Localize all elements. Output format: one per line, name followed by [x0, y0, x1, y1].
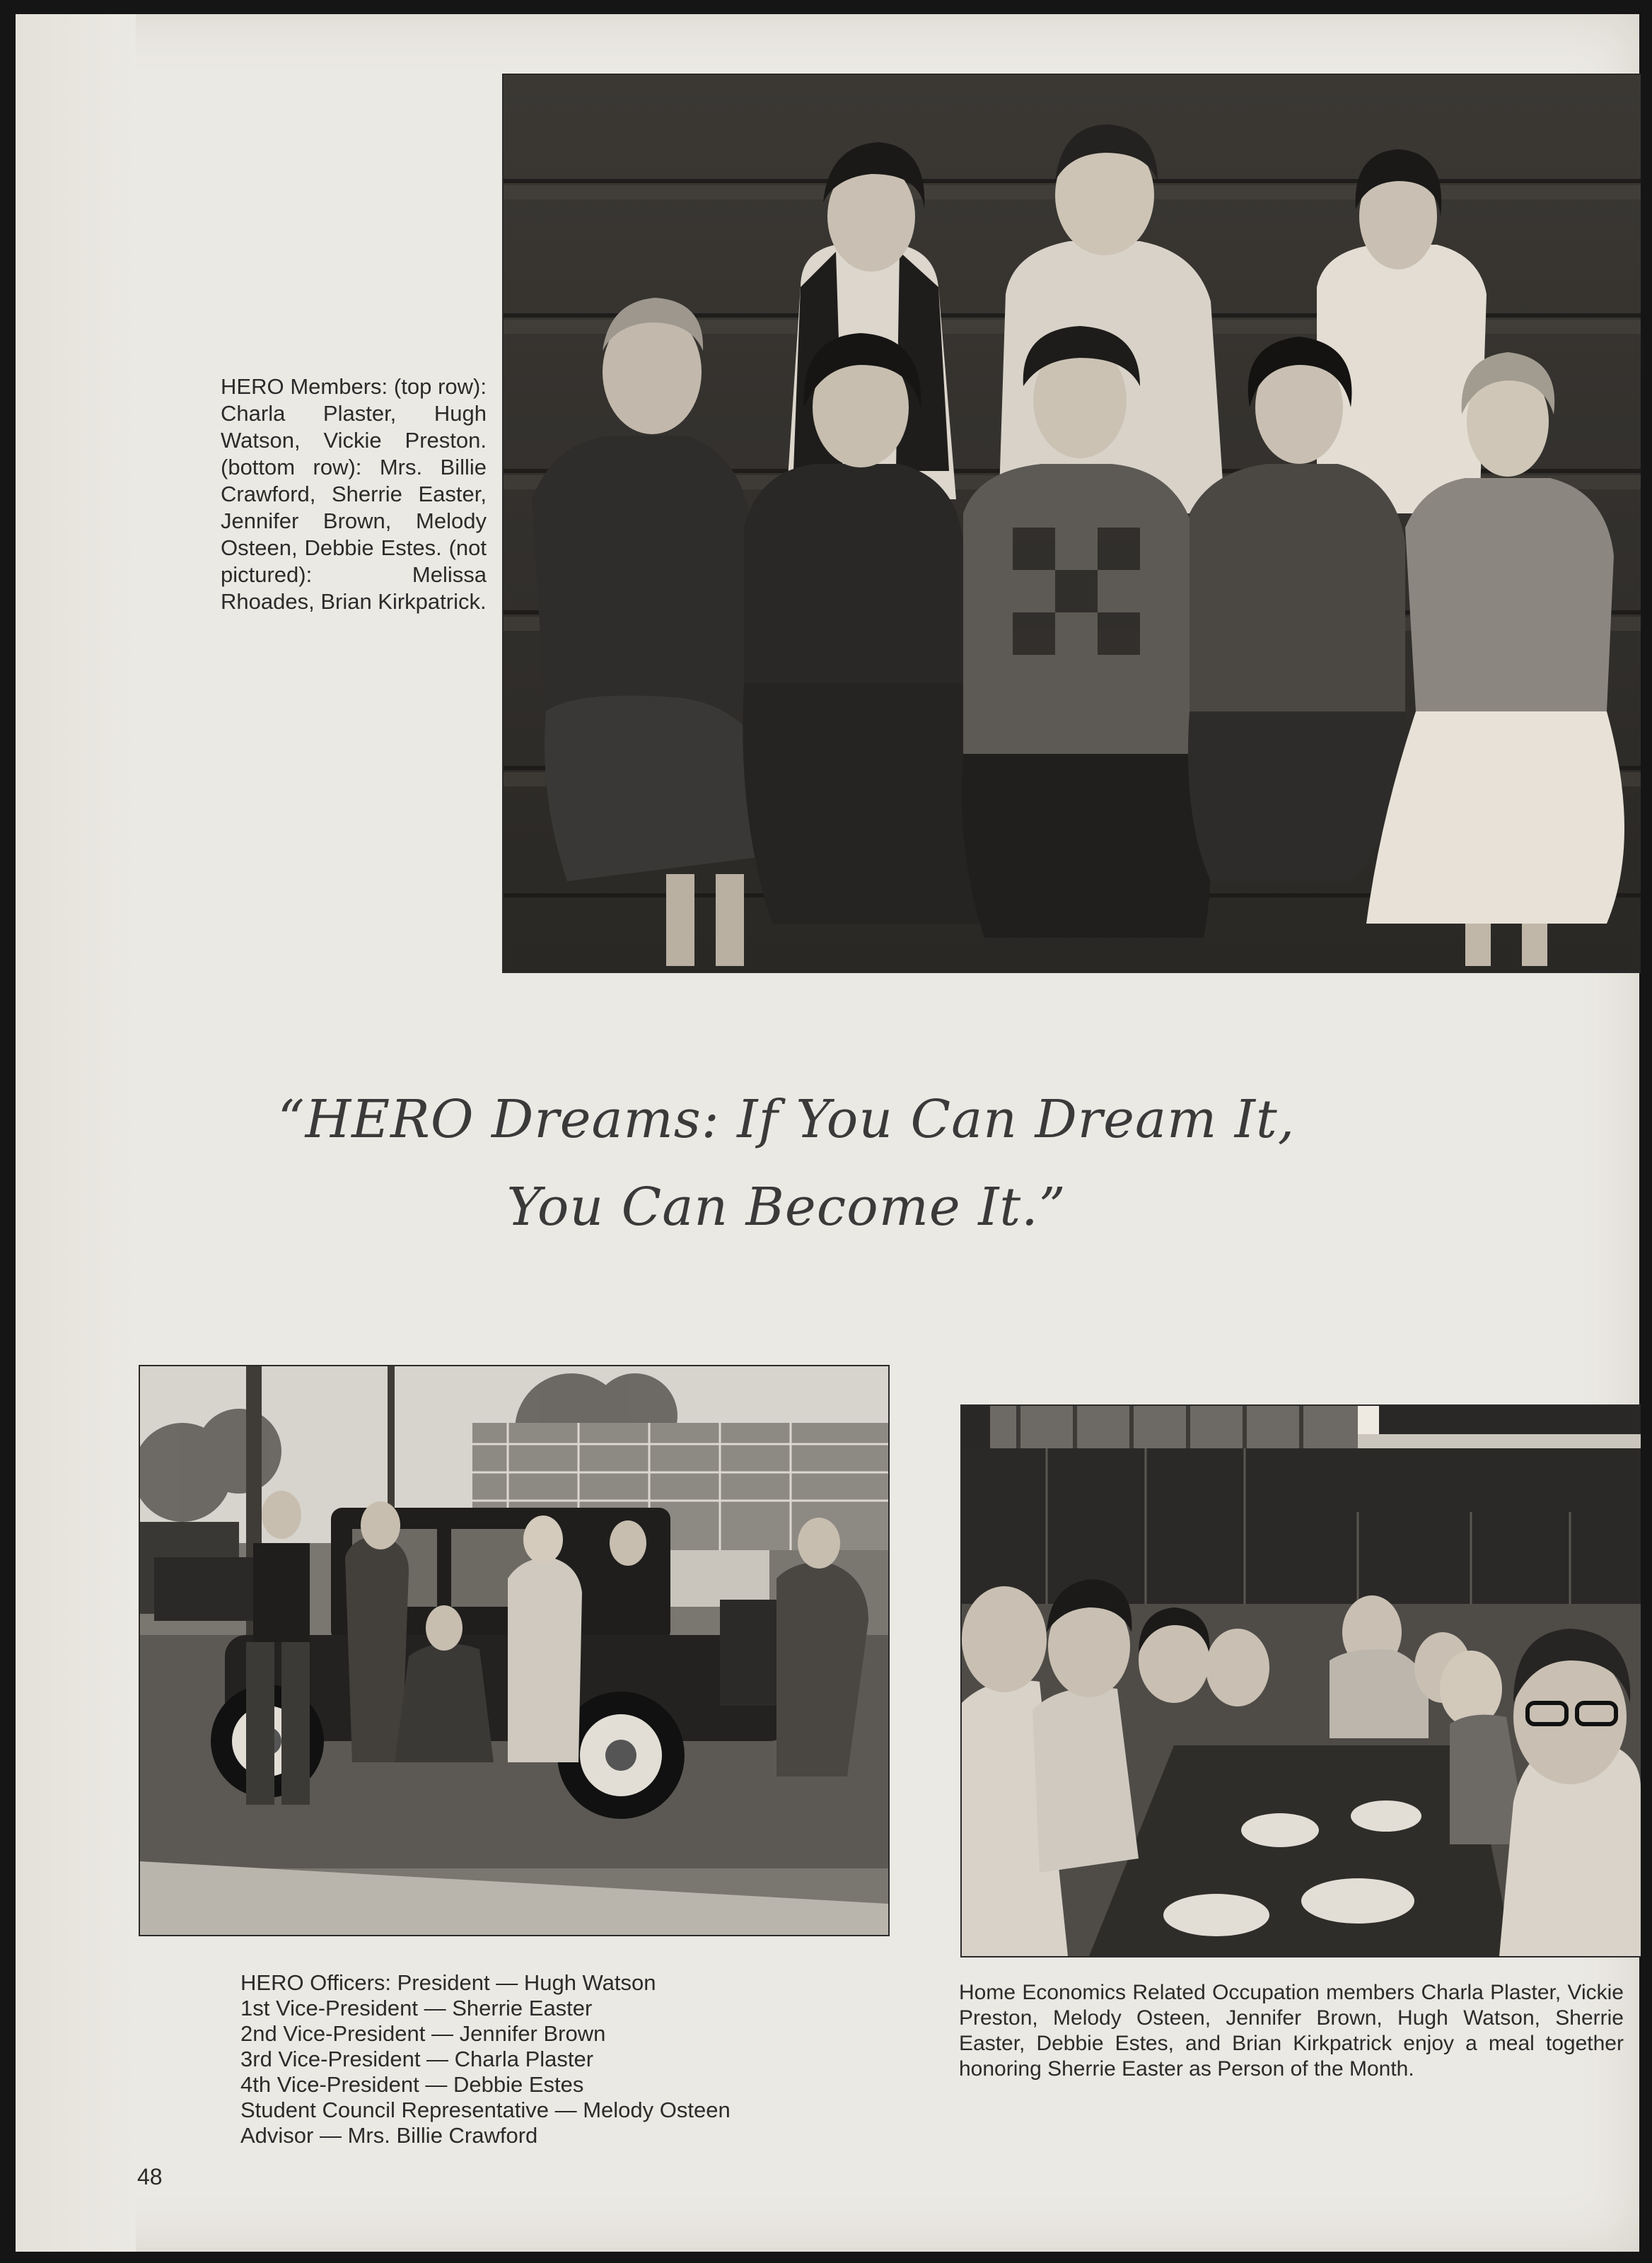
officers-photo-art	[140, 1366, 888, 1935]
officer-line: 3rd Vice-President — Charla Plaster	[240, 2047, 594, 2071]
officers-caption	[240, 1970, 834, 2148]
yearbook-page	[16, 14, 1639, 2252]
officer-line: 4th Vice-President — Debbie Estes	[240, 2072, 584, 2097]
dinner-caption: Home Economics Related Occupation members Charla Plaster, Vickie Preston, Melody Osteen, Jennifer Brown, Hugh Watson, Sherrie Easter, Debbie Estes, and Brian Kirkpatrick enjoy a meal together honoring Sherrie Easter as Person of the Month.	[959, 1981, 1624, 2081]
officer-line: 2nd Vice-President — Jennifer Brown	[240, 2021, 606, 2046]
back-row-figures	[786, 124, 1487, 513]
members-group-photo	[502, 74, 1641, 973]
officer-line: Advisor — Mrs. Billie Crawford	[240, 2123, 538, 2148]
officer-line: HERO Officers: President — Hugh Watson	[240, 1970, 656, 1995]
officer-line: 1st Vice-President — Sherrie Easter	[240, 1996, 593, 2020]
officers-car-photo	[139, 1365, 890, 1936]
officer-line: Student Council Representative — Melody Osteen	[240, 2098, 731, 2122]
page-number: 48	[137, 2164, 163, 2189]
dinner-photo	[960, 1404, 1641, 1957]
page-spine-shadow	[16, 14, 136, 2252]
dinner-photo-art	[962, 1406, 1641, 1956]
page-title-line-2: You Can Become It.”	[506, 1177, 1066, 1238]
members-caption: HERO Members: (top row): Charla Plaster, Hugh Watson, Vickie Preston. (bottom row): Mrs. Billie Crawford, Sherrie Easter, Jennifer Brown, Melody Osteen, Debbie Estes. (not pictured): Melissa Rhoades, Brian Kirkpatrick.	[221, 374, 487, 614]
page-title-line-1: “HERO Dreams: If You Can Dream It,	[277, 1089, 1296, 1150]
members-photo-art	[504, 75, 1641, 972]
